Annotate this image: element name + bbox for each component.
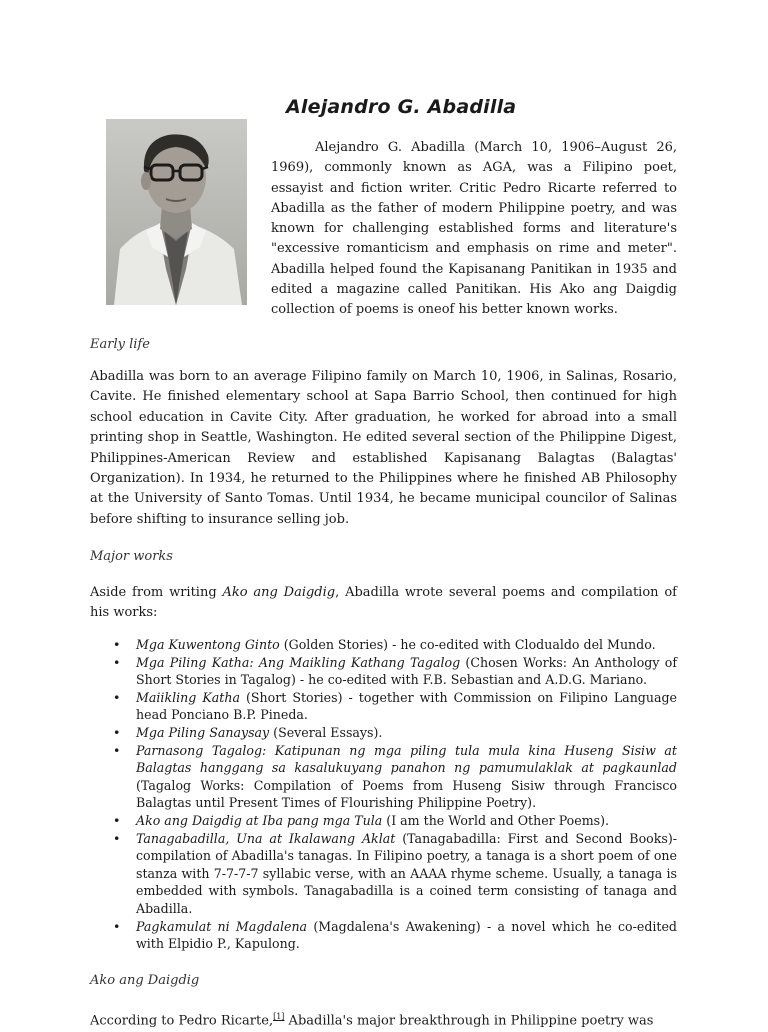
early-life-paragraph: Abadilla was born to an average Filipino family on March 10, 1906, in Salinas, Rosario, Cavite. He finished elementary school at Sapa Barrio School, then continued for high school education in Cavite City. After graduation, he worked for abroad into a small printing shop in Seattle, Washington. He edited several section of the Philippine Digest, Philippines-American Review and established Kapisanang Balagtas (Balagtas' Organization). In 1934, he returned to the Philippines where he finished AB Philosophy at the University of Santo Tomas. Until 1934, he became municipal councilor of Salinas before shifting to insurance selling job. [90, 369, 677, 527]
ako-ang-daigdig-paragraph: According to Pedro Ricarte,[1] Abadilla's major breakthrough in Philippine poetry was [90, 1012, 654, 1029]
list-item: • Mga Piling Katha: Ang Maikling Kathang Tagalog (Chosen Works: An Anthology of Short Stories in Tagalog) - he co-edited with F.B. Sebastian and A.D.G. Mariano. [90, 654, 677, 689]
list-item: • Mga Piling Sanaysay (Several Essays). [90, 724, 677, 742]
document-title: Alejandro G. Abadilla [286, 96, 517, 118]
intro-paragraph: Alejandro G. Abadilla (March 10, 1906–August 26, 1969), commonly known as AGA, was a Filipino poet, essayist and fiction writer. Critic Pedro Ricarte referred to Abadilla as the father of modern Philippine poetry, and was known for challenging established forms and literature's "excessive romanticism and emphasis on rime and meter". Abadilla helped found the Kapisanang Panitikan in 1935 and edited a magazine called Panitikan. His Ako ang Daigdig collection of poems is oneof his better known works. [271, 140, 677, 318]
author-portrait [106, 119, 247, 305]
section-heading-major-works: Major works [90, 549, 173, 564]
list-item: • Mga Kuwentong Ginto (Golden Stories) - he co-edited with Clodualdo del Mundo. [90, 636, 677, 654]
list-item: • Maiikling Katha (Short Stories) - together with Commission on Filipino Language head Ponciano B.P. Pineda. [90, 689, 677, 724]
major-works-list [90, 636, 677, 953]
list-item: • Parnasong Tagalog: Katipunan ng mga piling tula mula kina Huseng Sisiw at Balagtas hanggang sa kasalukuyang panahon ng pamumulaklak at pagkaunlad (Tagalog Works: Compilation of Poems from Huseng Sisiw through Francisco Balagtas until Present Times of Flourishing Philippine Poetry). [90, 742, 677, 812]
section-heading-ako-ang-daigdig: Ako ang Daigdig [90, 973, 200, 988]
list-item: • Tanagabadilla, Una at Ikalawang Aklat (Tanagabadilla: First and Second Books)- compilation of Abadilla's tanagas. In Filipino poetry, a tanaga is a short poem of one stanza with 7-7-7-7 syllabic verse, with an AAAA rhyme scheme. Usually, a tanaga is embedded with symbols. Tanagabadilla is a coined term consisting of tanaga and Abadilla. [90, 830, 677, 918]
major-works-intro: Aside from writing Ako ang Daigdig, Abadilla wrote several poems and compilation of his works: [90, 585, 677, 621]
portrait-image [106, 119, 247, 305]
section-heading-early-life: Early life [90, 337, 150, 352]
footnote-link[interactable]: [1] [273, 1012, 285, 1021]
list-item: • Pagkamulat ni Magdalena (Magdalena's Awakening) - a novel which he co-edited with Elpidio P., Kapulong. [90, 918, 677, 953]
list-item: • Ako ang Daigdig at Iba pang mga Tula (I am the World and Other Poems). [90, 812, 677, 830]
